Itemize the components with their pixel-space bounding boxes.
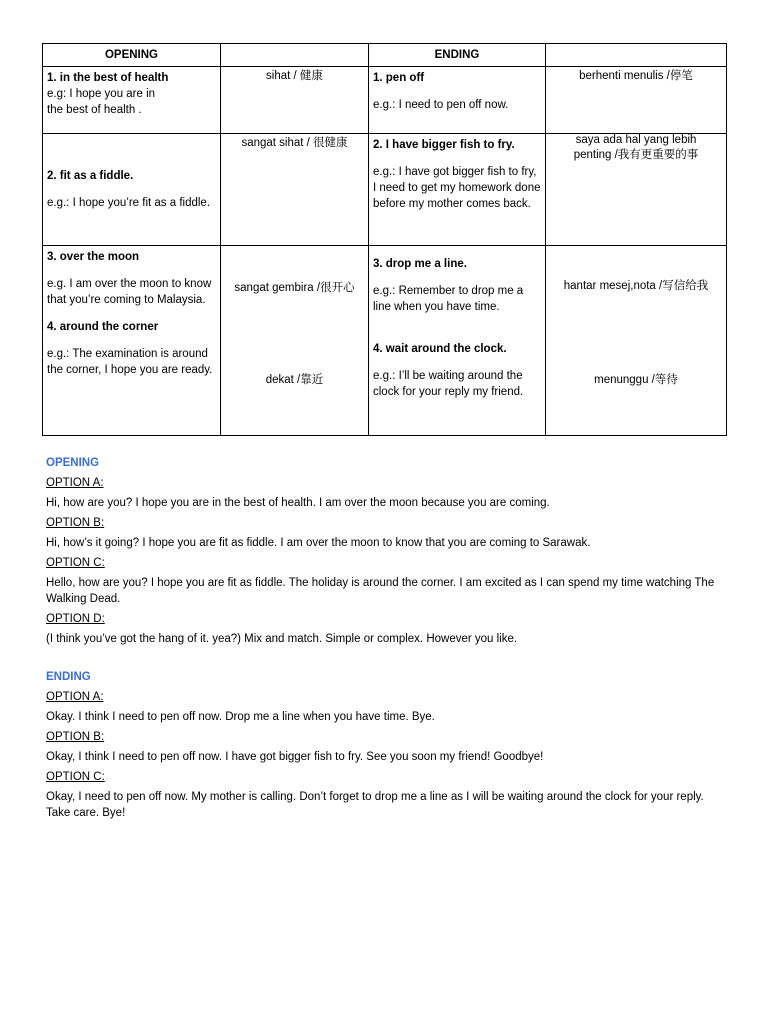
option-c-text: Hello, how are you? I hope you are fit as fiddle. The holiday is around the corner. I am excited as I can spend my time watching The Walking Dead. [46,577,715,605]
translation-text: berhenti menulis /停笔 [579,70,693,82]
phrase-term: 2. fit as a fiddle. [47,170,134,182]
opening-section [46,455,726,647]
ending-heading: ENDING [46,671,91,683]
row3-ending-cell [369,246,546,436]
table-row [43,67,727,134]
translation-text: hantar mesej,nota /写信给我 [563,280,709,292]
phrase-term: 4. around the corner [47,321,159,333]
option-a-text: Hi, how are you? I hope you are in the best of health. I am over the moon because you are coming. [46,497,550,509]
example-line: the best of health . [47,104,142,116]
translation-text: menunggu /等待 [594,374,678,386]
option-b-label: OPTION B: [46,517,105,529]
row3-ending-translation [546,246,727,436]
option-d-label: OPTION D: [46,613,105,625]
phrase-term: 3. over the moon [47,251,140,263]
phrase-term: 4. wait around the clock. [373,343,507,355]
example-text: e.g.: I have got bigger fish to fry, I need to get my homework done before my mother comes back. [373,166,541,210]
row1-opening-translation [221,67,369,134]
header-blank-1 [221,44,369,67]
phrase-term: 3. drop me a line. [373,258,467,270]
translation-line: saya ada hal yang lebih [575,134,697,146]
row1-ending-cell [369,67,546,134]
example-text: e.g.: I hope you’re fit as a fiddle. [47,197,211,209]
header-ending: ENDING [369,44,546,67]
phrase-term: 1. in the best of health [47,72,169,84]
option-b-text: Hi, how’s it going? I hope you are fit as fiddle. I am over the moon to know that you are coming to Sarawak. [46,537,591,549]
option-b-label: OPTION B: [46,731,105,743]
option-d-text: (I think you’ve got the hang of it. yea?) Mix and match. Simple or complex. However you like. [46,633,518,645]
option-b-text: Okay, I think I need to pen off now. I have got bigger fish to fry. See you soon my friend! Goodbye! [46,751,544,763]
option-a-label: OPTION A: [46,691,104,703]
table-row [43,246,727,436]
row1-ending-translation [546,67,727,134]
row2-ending-translation [546,134,727,246]
row3-opening-translation [221,246,369,436]
example-text: e.g.: The examination is around the corner, I hope you are ready. [47,348,213,376]
opening-heading: OPENING [46,457,100,469]
ending-section [46,669,726,821]
row3-opening-cell [43,246,221,436]
example-text: e.g. I am over the moon to know that you’re coming to Malaysia. [47,278,212,306]
phrases-table [42,43,727,436]
table-header-row [43,44,727,67]
translation-line: penting /我有更重要的事 [573,149,699,161]
option-c-label: OPTION C: [46,557,105,569]
example-text: e.g.: I’ll be waiting around the clock for your reply my friend. [373,370,524,398]
row2-ending-cell [369,134,546,246]
translation-text: sihat / 健康 [266,70,323,82]
translation-text: sangat gembira /很开心 [234,282,355,294]
row2-opening-translation [221,134,369,246]
translation-text: sangat sihat / 很健康 [241,137,348,149]
header-blank-2 [546,44,727,67]
option-c-text: Okay, I need to pen off now. My mother is calling. Don’t forget to drop me a line as I will be waiting around the clock for your reply. Take care. Bye! [46,791,704,819]
option-c-label: OPTION C: [46,771,105,783]
example-text: e.g.: I need to pen off now. [373,99,509,111]
option-a-text: Okay. I think I need to pen off now. Drop me a line when you have time. Bye. [46,711,435,723]
translation-text: dekat /靠近 [265,374,324,386]
phrase-term: 2. I have bigger fish to fry. [373,139,515,151]
example-text: e.g.: Remember to drop me a line when you have time. [373,285,524,313]
header-opening: OPENING [43,44,221,67]
option-a-label: OPTION A: [46,477,104,489]
row2-opening-cell [43,134,221,246]
phrase-term: 1. pen off [373,72,425,84]
table-row [43,134,727,246]
row1-opening-cell [43,67,221,134]
example-line: e.g: I hope you are in [47,88,156,100]
